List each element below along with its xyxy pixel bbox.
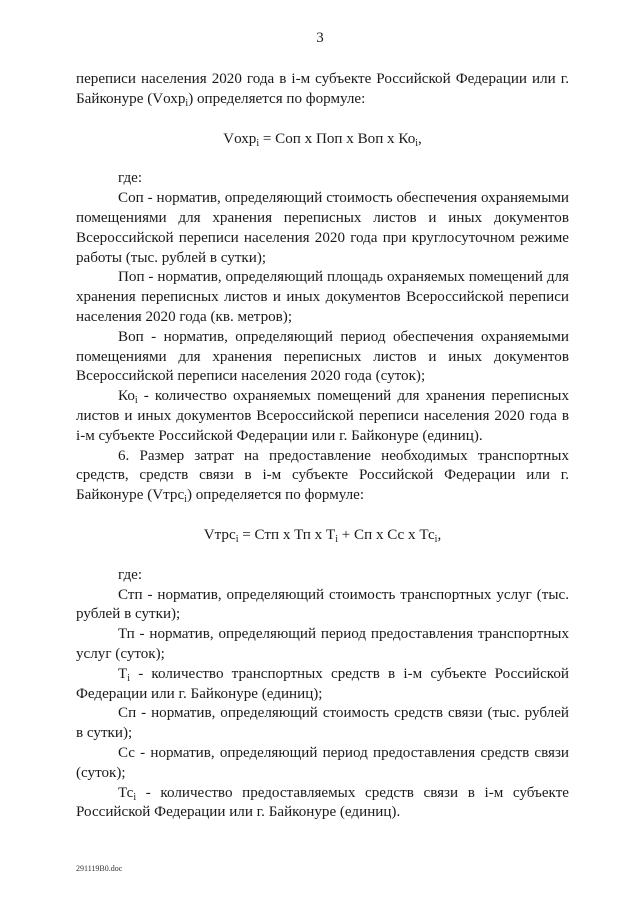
paragraph-6 (76, 447, 569, 506)
para6-sub: i (184, 494, 187, 506)
formula-vtrs (76, 526, 569, 546)
definition-ko (76, 387, 569, 446)
ti-sub: i (127, 672, 131, 684)
formula2-p2-sub: i (335, 533, 338, 545)
formula2-p1-sub: i (235, 533, 239, 545)
para6-suffix: ) определяется по формуле: (186, 487, 365, 504)
definition-tsi (76, 784, 569, 824)
definition-ss: Сс - норматив, определяющий период предоставления средств связи (суток); (76, 744, 569, 781)
tsi-sub: i (133, 791, 137, 803)
definition-pop: Поп - норматив, определяющий площадь охраняемых помещений для хранения переписных листов и иных документов Всероссийской переписи населения 2020 года (кв. метров); (76, 269, 569, 325)
formula-voxr (76, 130, 569, 150)
document-body (76, 70, 569, 823)
intro-line1: переписи населения 2020 года в i-м субъекте Российской Федерации или (76, 71, 556, 87)
definition-ti (76, 665, 569, 705)
formula2-p3: + Сп x Сс x Тс (337, 526, 435, 543)
where-label-1: где: (118, 170, 143, 187)
formula1-lhs-sub: i (256, 137, 260, 149)
formula1-lhs: Vохр (223, 130, 257, 147)
where-label-2: где: (118, 566, 143, 583)
intro-paragraph (76, 70, 569, 110)
formula1-tail: , (418, 130, 422, 147)
intro-line2-sub: i (185, 97, 189, 109)
formula2-tail: , (437, 526, 442, 543)
definition-vop: Воп - норматив, определяющий период обеспечения охраняемыми помещениями для хранения переписных листов и иных документов Всероссийской переписи населения 2020 года (суток); (76, 328, 569, 385)
page-number: 3 (316, 30, 324, 46)
ti-text: - количество транспортных средств в i-м субъекте Российской Федерации или г. Байконуре (единиц); (76, 665, 569, 702)
ko-text: - количество охраняемых помещений для хранения переписных листов и иных документов Всероссийской переписи населения 2020 года в i-м субъекте Российской Федерации или г. Байконуре (единиц). (76, 388, 569, 444)
document-footer-filename: 291119В0.doc (76, 864, 123, 873)
para6-prefix: 6. Размер затрат на предоставление необходимых транспортных средств, средств связи в i-м субъекте Российской Федерации или г. Байконуре (Vтрс (76, 447, 569, 504)
definition-tp: Тп - норматив, определяющий период предоставления транспортных услуг (суток); (76, 626, 569, 662)
ko-symbol: Ко (118, 388, 135, 405)
intro-line2-suffix: ) определяется по формуле: (188, 90, 366, 107)
formula2-p2: = Стп x Тп x Т (238, 526, 336, 543)
formula2-p1: Vтрс (203, 526, 236, 543)
formula1-rhs-sub: i (415, 137, 419, 149)
definition-sop: Соп - норматив, определяющий стоимость обеспечения охраняемыми помещениями для хранения переписных листов и иных документов Всероссийской переписи населения 2020 года при круглосуточном режиме работы (тыс. рублей в сутки); (76, 190, 569, 266)
formula2-p3-sub: i (434, 533, 438, 545)
definition-stp: Стп - норматив, определяющий стоимость транспортных услуг (тыс. рублей в сутки); (76, 586, 569, 623)
definition-sp: Сп - норматив, определяющий стоимость средств связи (тыс. рублей в сутки); (76, 705, 569, 742)
ti-symbol: Т (118, 665, 128, 682)
ko-sub: i (134, 395, 138, 407)
intro-line2-prefix: г. Байконуре (Vохр (76, 71, 569, 107)
formula1-rhs: = Соп x Поп x Воп x Ко (259, 130, 416, 147)
tsi-symbol: Тс (118, 784, 134, 801)
tsi-text: - количество предоставляемых средств связи в i-м субъекте Российской Федерации или г. Байконуре (единиц). (76, 784, 569, 821)
